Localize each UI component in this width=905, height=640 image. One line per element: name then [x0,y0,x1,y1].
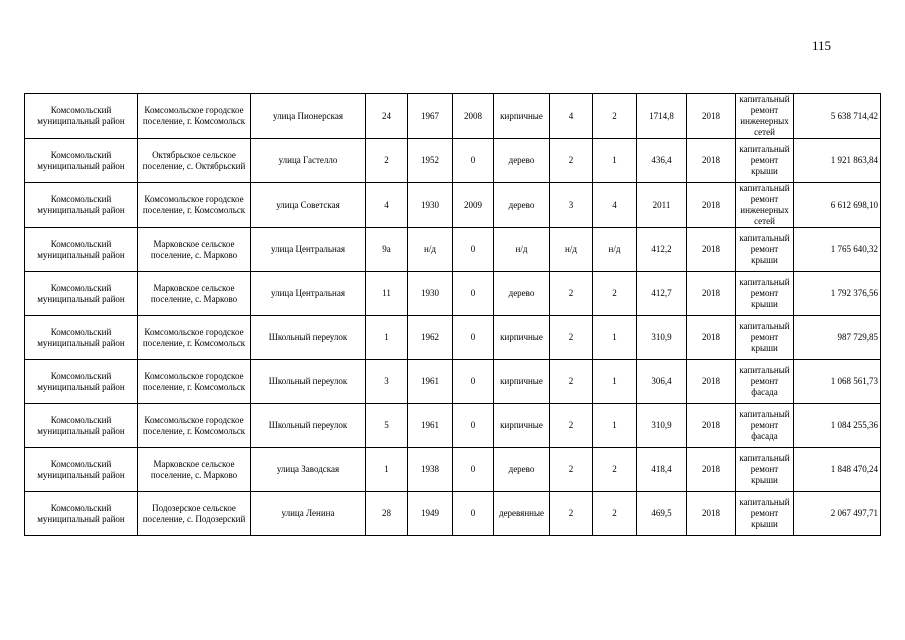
table-row [25,448,881,492]
floors-cell: 2 [550,139,593,183]
street-cell: улица Центральная [251,272,366,316]
floors-cell: 2 [550,272,593,316]
district-cell: Комсомольский муниципальный район [25,272,138,316]
work-type-cell: капитальный ремонт крыши [736,448,794,492]
reconstruction-year-cell: 0 [453,272,494,316]
street-cell: Школьный переулок [251,316,366,360]
wall-material-cell: дерево [494,139,550,183]
area-cell: 2011 [637,183,687,228]
table-row [25,404,881,448]
area-cell: 469,5 [637,492,687,536]
street-cell: улица Пионерская [251,94,366,139]
work-type-cell: капитальный ремонт крыши [736,139,794,183]
table-row [25,228,881,272]
wall-material-cell: дерево [494,183,550,228]
wall-material-cell: кирпичные [494,404,550,448]
district-cell: Комсомольский муниципальный район [25,139,138,183]
street-cell: улица Центральная [251,228,366,272]
settlement-cell: Комсомольское городское поселение, г. Комсомольск [138,94,251,139]
district-cell: Комсомольский муниципальный район [25,360,138,404]
construction-year-cell: 1962 [408,316,453,360]
reconstruction-year-cell: 0 [453,139,494,183]
reconstruction-year-cell: 2009 [453,183,494,228]
reconstruction-year-cell: 0 [453,228,494,272]
settlement-cell: Комсомольское городское поселение, г. Комсомольск [138,316,251,360]
entrances-cell: 1 [593,139,637,183]
work-type-cell: капитальный ремонт крыши [736,228,794,272]
house-number-cell: 4 [366,183,408,228]
entrances-cell: 2 [593,448,637,492]
reconstruction-year-cell: 0 [453,404,494,448]
construction-year-cell: 1938 [408,448,453,492]
street-cell: улица Ленина [251,492,366,536]
settlement-cell: Марковское сельское поселение, с. Марково [138,448,251,492]
construction-year-cell: 1930 [408,183,453,228]
repair-year-cell: 2018 [687,228,736,272]
construction-year-cell: 1961 [408,360,453,404]
house-number-cell: 3 [366,360,408,404]
buildings-table [24,93,881,536]
work-type-cell: капитальный ремонт фасада [736,360,794,404]
work-type-cell: капитальный ремонт инженерных сетей [736,94,794,139]
area-cell: 418,4 [637,448,687,492]
house-number-cell: 1 [366,448,408,492]
work-type-cell: капитальный ремонт фасада [736,404,794,448]
area-cell: 310,9 [637,316,687,360]
house-number-cell: 11 [366,272,408,316]
settlement-cell: Марковское сельское поселение, с. Марково [138,272,251,316]
cost-cell: 1 921 863,84 [794,139,881,183]
table-row [25,360,881,404]
cost-cell: 1 068 561,73 [794,360,881,404]
work-type-cell: капитальный ремонт крыши [736,316,794,360]
repair-year-cell: 2018 [687,360,736,404]
district-cell: Комсомольский муниципальный район [25,492,138,536]
repair-year-cell: 2018 [687,183,736,228]
floors-cell: 2 [550,404,593,448]
table-row [25,492,881,536]
house-number-cell: 2 [366,139,408,183]
area-cell: 412,2 [637,228,687,272]
house-number-cell: 1 [366,316,408,360]
floors-cell: 2 [550,316,593,360]
settlement-cell: Комсомольское городское поселение, г. Комсомольск [138,183,251,228]
floors-cell: н/д [550,228,593,272]
cost-cell: 1 792 376,56 [794,272,881,316]
cost-cell: 6 612 698,10 [794,183,881,228]
construction-year-cell: 1930 [408,272,453,316]
cost-cell: 1 765 640,32 [794,228,881,272]
settlement-cell: Комсомольское городское поселение, г. Комсомольск [138,360,251,404]
house-number-cell: 28 [366,492,408,536]
repair-year-cell: 2018 [687,492,736,536]
construction-year-cell: 1949 [408,492,453,536]
house-number-cell: 24 [366,94,408,139]
district-cell: Комсомольский муниципальный район [25,404,138,448]
floors-cell: 2 [550,448,593,492]
reconstruction-year-cell: 2008 [453,94,494,139]
area-cell: 310,9 [637,404,687,448]
district-cell: Комсомольский муниципальный район [25,94,138,139]
street-cell: улица Гастелло [251,139,366,183]
cost-cell: 1 848 470,24 [794,448,881,492]
repair-year-cell: 2018 [687,94,736,139]
district-cell: Комсомольский муниципальный район [25,228,138,272]
district-cell: Комсомольский муниципальный район [25,183,138,228]
table-row [25,139,881,183]
work-type-cell: капитальный ремонт инженерных сетей [736,183,794,228]
wall-material-cell: дерево [494,272,550,316]
page-number: 115 [812,38,832,53]
construction-year-cell: 1967 [408,94,453,139]
table-row [25,183,881,228]
wall-material-cell: кирпичные [494,360,550,404]
table-row [25,272,881,316]
district-cell: Комсомольский муниципальный район [25,448,138,492]
table-row [25,94,881,139]
area-cell: 1714,8 [637,94,687,139]
floors-cell: 2 [550,492,593,536]
construction-year-cell: н/д [408,228,453,272]
floors-cell: 3 [550,183,593,228]
street-cell: Школьный переулок [251,360,366,404]
construction-year-cell: 1952 [408,139,453,183]
area-cell: 436,4 [637,139,687,183]
settlement-cell: Марковское сельское поселение, с. Марково [138,228,251,272]
area-cell: 306,4 [637,360,687,404]
street-cell: улица Советская [251,183,366,228]
settlement-cell: Комсомольское городское поселение, г. Комсомольск [138,404,251,448]
cost-cell: 987 729,85 [794,316,881,360]
cost-cell: 1 084 255,36 [794,404,881,448]
district-cell: Комсомольский муниципальный район [25,316,138,360]
construction-year-cell: 1961 [408,404,453,448]
repair-year-cell: 2018 [687,448,736,492]
house-number-cell: 5 [366,404,408,448]
repair-year-cell: 2018 [687,139,736,183]
street-cell: улица Заводская [251,448,366,492]
entrances-cell: 2 [593,94,637,139]
work-type-cell: капитальный ремонт крыши [736,272,794,316]
wall-material-cell: кирпичные [494,316,550,360]
wall-material-cell: дерево [494,448,550,492]
floors-cell: 4 [550,94,593,139]
settlement-cell: Октябрьское сельское поселение, с. Октябрьский [138,139,251,183]
repair-year-cell: 2018 [687,316,736,360]
entrances-cell: 1 [593,360,637,404]
reconstruction-year-cell: 0 [453,492,494,536]
entrances-cell: 1 [593,316,637,360]
entrances-cell: 2 [593,492,637,536]
wall-material-cell: н/д [494,228,550,272]
repair-year-cell: 2018 [687,404,736,448]
wall-material-cell: кирпичные [494,94,550,139]
street-cell: Школьный переулок [251,404,366,448]
settlement-cell: Подозерское сельское поселение, с. Подозерский [138,492,251,536]
reconstruction-year-cell: 0 [453,448,494,492]
entrances-cell: 2 [593,272,637,316]
entrances-cell: н/д [593,228,637,272]
cost-cell: 5 638 714,42 [794,94,881,139]
table-body [25,94,881,536]
wall-material-cell: деревянные [494,492,550,536]
table-row [25,316,881,360]
floors-cell: 2 [550,360,593,404]
work-type-cell: капитальный ремонт крыши [736,492,794,536]
repair-year-cell: 2018 [687,272,736,316]
entrances-cell: 1 [593,404,637,448]
house-number-cell: 9а [366,228,408,272]
reconstruction-year-cell: 0 [453,316,494,360]
area-cell: 412,7 [637,272,687,316]
cost-cell: 2 067 497,71 [794,492,881,536]
reconstruction-year-cell: 0 [453,360,494,404]
entrances-cell: 4 [593,183,637,228]
